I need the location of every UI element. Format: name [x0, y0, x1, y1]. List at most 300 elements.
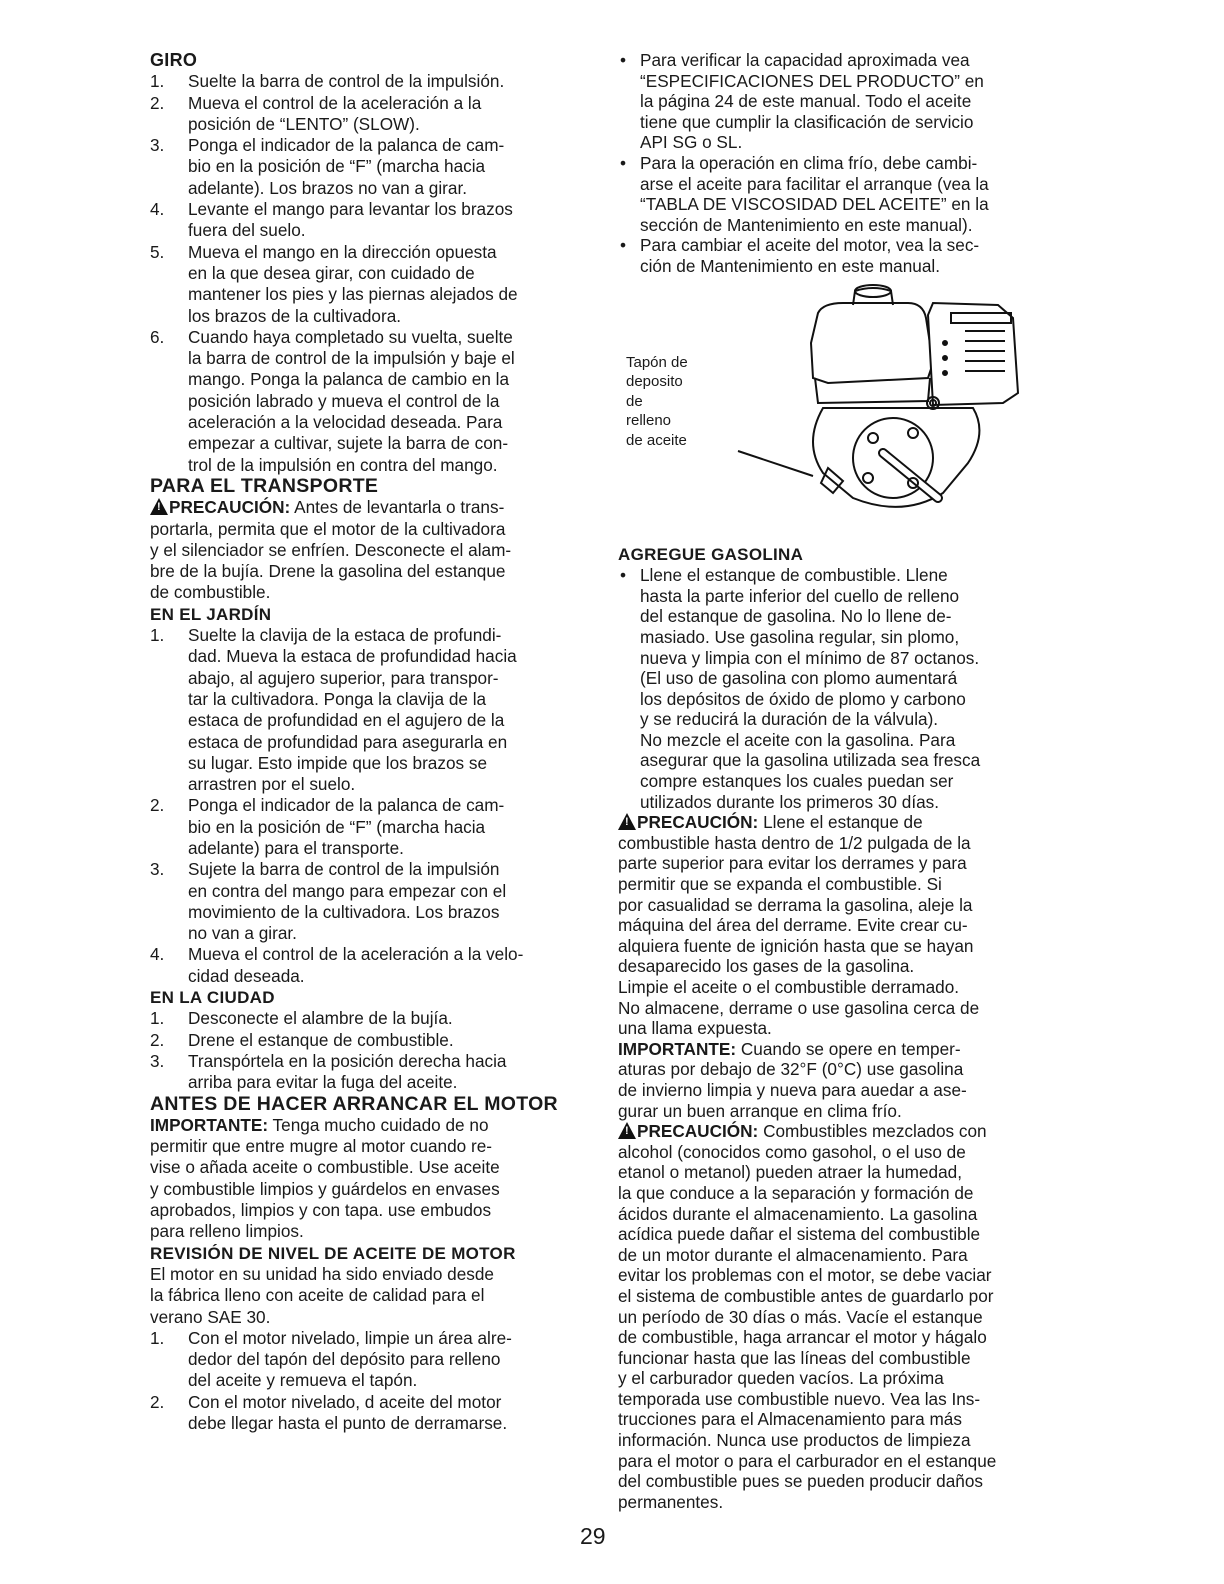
text-line [618, 1307, 1068, 1328]
oil-fill-cap-label [626, 353, 688, 451]
text-line [188, 369, 600, 390]
text-line [150, 1307, 600, 1328]
text-line [640, 256, 1068, 277]
line-text: Suelte la barra de control de la impulsión. [188, 71, 505, 92]
text-line [618, 936, 1068, 957]
text-line [618, 1348, 1068, 1369]
line-text: y el silenciador se enfríen. Desconecte el alam- [150, 539, 512, 560]
warning-triangle-icon [150, 498, 168, 515]
line-text: mantener los pies y las piernas alejados de [188, 284, 518, 305]
text-line [188, 817, 600, 838]
line-text: vise o añada aceite o combustible. Use aceite [150, 1157, 500, 1178]
line-text: etanol o metanol) pueden atraer la humedad, [618, 1162, 962, 1183]
text-line [618, 956, 1068, 977]
text-line [188, 710, 600, 731]
bullet-item [618, 50, 1068, 153]
text-line [188, 966, 600, 987]
text-line [618, 833, 1068, 854]
text-line [618, 1121, 1068, 1142]
line-text: Transpórtela en la posición derecha hacia [188, 1050, 507, 1071]
line-text: Para verificar la capacidad aproximada vea [640, 50, 970, 70]
text-line [640, 730, 1068, 751]
text-line [618, 1471, 1068, 1492]
text-line [150, 1157, 600, 1178]
numbered-item [150, 71, 600, 92]
text-line [188, 93, 600, 114]
text-line [150, 1136, 600, 1157]
line-text: su lugar. Esto impide que los brazos se [188, 752, 488, 773]
text-line [640, 71, 1068, 92]
text-line [150, 497, 600, 518]
line-text: El motor en su unidad ha sido enviado desde [150, 1263, 494, 1284]
line-text: Con el motor nivelado, d aceite del motor [188, 1391, 502, 1412]
line-text: permitir que entre mugre al motor cuando re- [150, 1136, 492, 1157]
paragraph [150, 497, 600, 603]
line-text: desaparecido los gases de la gasolina. [618, 956, 915, 977]
item-number: 4. [150, 944, 165, 965]
text-line [188, 263, 600, 284]
text-line [188, 412, 600, 433]
text-line [150, 1221, 600, 1242]
text-line [188, 433, 600, 454]
text-line [618, 1430, 1068, 1451]
text-line [188, 114, 600, 135]
line-text: el sistema de combustible antes de guardarlo por [618, 1285, 994, 1306]
line-text: del estanque de gasolina. No lo llene de- [640, 606, 952, 627]
line-text: “TABLA DE VISCOSIDAD DEL ACEITE” en la [640, 194, 989, 215]
numbered-item [150, 944, 600, 987]
text-line [188, 689, 600, 710]
section-heading: EN LA CIUDAD [150, 988, 275, 1008]
text-line [188, 348, 600, 369]
engine-figure [618, 283, 1068, 541]
line-text: estaca de profundidad en el agujero de la [188, 710, 505, 731]
numbered-item [150, 1392, 600, 1435]
line-text: alcohol (conocidos como gasohol, o el uso de [618, 1141, 966, 1162]
line-text: arriba para evitar la fuga del aceite. [188, 1072, 458, 1093]
line-text: trucciones para el Almacenamiento para más [618, 1409, 962, 1430]
text-line [188, 391, 600, 412]
text-line [188, 753, 600, 774]
line-text: adelante) para el transporte. [188, 837, 404, 858]
item-number: 3. [150, 135, 165, 156]
text-line [618, 998, 1068, 1019]
line-text: mango. Ponga la palanca de cambio en la [188, 369, 510, 390]
line-text: bio en la posición de “F” (marcha hacia [188, 816, 486, 837]
text-line [188, 220, 600, 241]
text-line [188, 327, 600, 348]
text-line [188, 199, 600, 220]
figure-label-line: relleno [626, 412, 672, 430]
line-text: masiado. Use gasolina regular, sin plomo, [640, 626, 960, 647]
numbered-item [150, 199, 600, 242]
line-text: Tenga mucho cuidado de no [272, 1114, 489, 1135]
paragraph [150, 1264, 600, 1328]
text-line [640, 771, 1068, 792]
line-text: máquina del área del derrame. Evite crear cu- [618, 915, 968, 936]
line-text: Ponga el indicador de la palanca de cam- [188, 795, 505, 816]
text-line [188, 859, 600, 880]
item-number: 3. [150, 1050, 165, 1071]
section-heading: ANTES DE HACER ARRANCAR EL MOTOR [150, 1092, 558, 1115]
line-text: bio en la posición de “F” (marcha hacia [188, 156, 486, 177]
lead-label: PRECAUCIÓN: [169, 497, 291, 518]
text-line [150, 1179, 600, 1200]
line-text: parte superior para evitar los derrames y para [618, 853, 967, 874]
line-text: evitar los problemas con el motor, se debe vaciar [618, 1265, 992, 1286]
engine-illustration-icon [733, 283, 1023, 541]
item-number: 1. [150, 625, 165, 646]
text-line [150, 1115, 600, 1136]
figure-label-line: Tapón de [626, 353, 688, 371]
line-text: del combustible pues se pueden producir daños [618, 1471, 983, 1492]
line-text: compre estanques los cuales puedan ser [640, 771, 954, 792]
left-column [150, 50, 600, 1434]
line-text: verano SAE 30. [150, 1306, 271, 1327]
numbered-item [150, 242, 600, 327]
figure-label-line: de [626, 392, 643, 410]
line-text: de combustible, haga arrancar el motor y hágalo [618, 1327, 987, 1348]
line-text: Para cambiar el aceite del motor, vea la sec- [640, 235, 980, 256]
text-line [150, 1285, 600, 1306]
text-line [640, 194, 1068, 215]
line-text: gurar un buen arranque en clima frío. [618, 1100, 902, 1121]
line-text: Ponga el indicador de la palanca de cam- [188, 135, 505, 156]
text-line [150, 519, 600, 540]
text-line [618, 1492, 1068, 1513]
text-line [188, 1413, 600, 1434]
line-text: Antes de levantarla o trans- [294, 497, 505, 518]
text-line [150, 1200, 600, 1221]
text-line [188, 1072, 600, 1093]
line-text: una llama expuesta. [618, 1018, 772, 1039]
text-line [640, 215, 1068, 236]
line-text: Mueva el control de la aceleración a la [188, 92, 482, 113]
text-line [150, 561, 600, 582]
text-line [150, 582, 600, 603]
bullet-item [618, 153, 1068, 235]
text-line [640, 50, 1068, 71]
lead-label: PRECAUCIÓN: [637, 1121, 759, 1142]
text-line [640, 91, 1068, 112]
numbered-item [150, 327, 600, 476]
item-number: 3. [150, 859, 165, 880]
item-number: 1. [150, 71, 165, 92]
numbered-item [150, 795, 600, 859]
line-text: Levante el mango para levantar los brazos [188, 199, 513, 220]
line-text: de combustible. [150, 582, 271, 603]
line-text: aceleración a la velocidad deseada. Para [188, 412, 503, 433]
text-line [618, 1039, 1068, 1060]
line-text: fuera del suelo. [188, 220, 306, 241]
figure-label-line: deposito [626, 373, 683, 391]
line-text: permitir que se expanda el combustible. Si [618, 874, 942, 895]
line-text: y combustible limpios y guárdelos en envases [150, 1178, 500, 1199]
line-text: temporada use combustible nuevo. Vea las Ins- [618, 1388, 981, 1409]
line-text: por casualidad se derrama la gasolina, aleje la [618, 894, 973, 915]
line-text: adelante). Los brazos no van a girar. [188, 177, 467, 198]
line-text: no van a girar. [188, 923, 297, 944]
line-text: ción de Mantenimiento en este manual. [640, 255, 941, 276]
line-text: “ESPECIFICACIONES DEL PRODUCTO” en [640, 70, 984, 91]
lead-label: IMPORTANTE: [150, 1114, 269, 1135]
paragraph [618, 812, 1068, 1039]
bullet-icon: • [620, 235, 627, 256]
line-text: cidad deseada. [188, 965, 305, 986]
text-line [618, 1245, 1068, 1266]
line-text: Drene el estanque de combustible. [188, 1029, 454, 1050]
numbered-item [150, 1051, 600, 1094]
line-text: dedor del tapón del depósito para relleno [188, 1349, 501, 1370]
line-text: Con el motor nivelado, limpie un área alre- [188, 1327, 512, 1348]
line-text: la que conduce a la separación y formación de [618, 1182, 974, 1203]
section-heading: GIRO [150, 50, 198, 70]
line-text: tiene que cumplir la clasificación de servicio [640, 111, 974, 132]
line-text: Cuando haya completado su vuelta, suelte [188, 326, 513, 347]
section-heading: PARA EL TRANSPORTE [150, 474, 379, 497]
section-heading: EN EL JARDÍN [150, 604, 272, 624]
text-line [640, 668, 1068, 689]
line-text: para relleno limpios. [150, 1221, 304, 1242]
line-text: arse el aceite para facilitar el arranque (vea la [640, 173, 989, 194]
text-line [618, 1018, 1068, 1039]
text-line [640, 627, 1068, 648]
line-text: Llene el estanque de [763, 812, 923, 833]
text-line [640, 606, 1068, 627]
line-text: Llene el estanque de combustible. Llene [640, 565, 948, 586]
text-line [188, 156, 600, 177]
line-text: nueva y limpia con el mínimo de 87 octanos. [640, 647, 980, 668]
text-line [618, 1080, 1068, 1101]
text-line [618, 1327, 1068, 1348]
text-line [150, 1264, 600, 1285]
item-number: 4. [150, 199, 165, 220]
bullet-icon: • [620, 152, 627, 173]
right-column [618, 50, 1068, 1512]
line-text: tar la cultivadora. Ponga la clavija de la [188, 688, 487, 709]
item-number: 2. [150, 92, 165, 113]
item-number: 2. [150, 1391, 165, 1412]
item-number: 1. [150, 1327, 165, 1348]
line-text: Suelte la clavija de la estaca de profundi- [188, 625, 502, 646]
text-line [188, 1008, 600, 1029]
section-heading: AGREGUE GASOLINA [618, 544, 804, 564]
item-number: 6. [150, 326, 165, 347]
line-text: bre de la bujía. Drene la gasolina del estanque [150, 561, 506, 582]
line-text: hasta la parte inferior del cuello de relleno [640, 585, 960, 606]
item-number: 1. [150, 1008, 165, 1029]
text-line [618, 1101, 1068, 1122]
text-line [640, 153, 1068, 174]
text-line [188, 1392, 600, 1413]
text-line [188, 1349, 600, 1370]
text-line [618, 1368, 1068, 1389]
line-text: movimiento de la cultivadora. Los brazos [188, 901, 500, 922]
numbered-item [150, 1328, 600, 1392]
text-line [640, 792, 1068, 813]
paragraph [618, 1039, 1068, 1121]
text-line [188, 795, 600, 816]
text-line [188, 774, 600, 795]
line-text: y se reducirá la duración de la válvula). [640, 709, 939, 730]
warning-triangle-icon [618, 813, 636, 830]
text-line [618, 1409, 1068, 1430]
line-text: empezar a cultivar, sujete la barra de con- [188, 433, 509, 454]
text-line [188, 902, 600, 923]
warning-triangle-icon [618, 1122, 636, 1139]
line-text: dad. Mueva la estaca de profundidad hacia [188, 646, 517, 667]
text-line [618, 1224, 1068, 1245]
text-line [188, 71, 600, 92]
line-text: No almacene, derrame o use gasolina cerca de [618, 997, 980, 1018]
text-line [188, 1030, 600, 1051]
text-line [640, 709, 1068, 730]
text-line [188, 1051, 600, 1072]
text-line [188, 1370, 600, 1391]
line-text: en contra del mango para empezar con el [188, 880, 507, 901]
line-text: permanentes. [618, 1491, 724, 1512]
line-text: debe llegar hasta el punto de derramarse. [188, 1413, 508, 1433]
text-line [188, 306, 600, 327]
text-line [188, 646, 600, 667]
text-line [618, 853, 1068, 874]
line-text: del aceite y remueva el tapón. [188, 1370, 418, 1391]
line-text: Combustibles mezclados con [763, 1121, 987, 1142]
paragraph [618, 1121, 1068, 1512]
line-text: los brazos de la cultivadora. [188, 305, 402, 326]
line-text: en la que desea girar, con cuidado de [188, 262, 475, 283]
text-line [618, 1389, 1068, 1410]
line-text: estaca de profundidad para asegurarla en [188, 731, 508, 752]
text-line [640, 648, 1068, 669]
line-text: utilizados durante los primeros 30 días. [640, 791, 940, 812]
text-line [618, 1451, 1068, 1472]
line-text: la fábrica lleno con aceite de calidad para el [150, 1285, 485, 1306]
text-line [640, 750, 1068, 771]
text-line [618, 977, 1068, 998]
line-text: aprobados, limpios y con tapa. use embudos [150, 1200, 492, 1221]
line-text: y el carburador queden vacíos. La próxima [618, 1368, 944, 1389]
text-line [618, 1059, 1068, 1080]
line-text: Sujete la barra de control de la impulsión [188, 859, 500, 880]
item-number: 5. [150, 241, 165, 262]
text-line [188, 242, 600, 263]
line-text: No mezcle el aceite con la gasolina. Para [640, 729, 956, 750]
section-heading: REVISIÓN DE NIVEL DE ACEITE DE MOTOR [150, 1243, 516, 1263]
line-text: de invierno limpia y nueva para auedar a ase- [618, 1079, 967, 1100]
numbered-item [150, 93, 600, 136]
text-line [188, 455, 600, 476]
text-line [640, 112, 1068, 133]
text-line [640, 565, 1068, 586]
line-text: la página 24 de este manual. Todo el aceite [640, 91, 972, 112]
line-text: API SG o SL. [640, 132, 743, 153]
text-line [188, 1328, 600, 1349]
text-line [188, 944, 600, 965]
text-line [618, 812, 1068, 833]
line-text: Mueva el control de la aceleración a la velo- [188, 944, 524, 965]
text-line [188, 625, 600, 646]
line-text: acídica puede dañar el sistema del combustible [618, 1224, 981, 1245]
text-line [640, 174, 1068, 195]
bullet-item [618, 565, 1068, 812]
text-line [640, 689, 1068, 710]
figure-label-line: de aceite [626, 431, 687, 449]
lead-label: IMPORTANTE: [618, 1038, 737, 1059]
text-line [640, 586, 1068, 607]
text-line [188, 135, 600, 156]
numbered-item [150, 135, 600, 199]
item-number: 2. [150, 1029, 165, 1050]
text-line [618, 1286, 1068, 1307]
line-text: combustible hasta dentro de 1/2 pulgada de la [618, 832, 971, 853]
line-text: abajo, al agujero superior, para transpor- [188, 667, 499, 688]
line-text: trol de la impulsión en contra del mango. [188, 454, 498, 475]
line-text: arrastren por el suelo. [188, 774, 356, 795]
item-number: 2. [150, 795, 165, 816]
line-text: Mueva el mango en la dirección opuesta [188, 241, 497, 262]
text-line [618, 1183, 1068, 1204]
line-text: funcionar hasta que las líneas del combustible [618, 1347, 971, 1368]
bullet-item [618, 235, 1068, 276]
text-line [640, 235, 1068, 256]
line-text: posición labrado y mueva el control de la [188, 390, 500, 411]
numbered-item [150, 859, 600, 944]
numbered-item [150, 1008, 600, 1029]
bullet-icon: • [620, 565, 627, 586]
line-text: la barra de control de la impulsión y baje el [188, 348, 515, 369]
text-line [618, 874, 1068, 895]
text-line [150, 540, 600, 561]
line-text: los depósitos de óxido de plomo y carbono [640, 688, 966, 709]
line-text: Limpie el aceite o el combustible derramado. [618, 977, 960, 997]
line-text: para el motor o para el carburador en el estanque [618, 1450, 997, 1471]
text-line [618, 1162, 1068, 1183]
line-text: sección de Mantenimiento en este manual). [640, 214, 973, 235]
text-line [188, 838, 600, 859]
numbered-item [150, 625, 600, 795]
text-line [618, 895, 1068, 916]
text-line [188, 732, 600, 753]
text-line [188, 178, 600, 199]
text-line [618, 1142, 1068, 1163]
text-line [618, 1265, 1068, 1286]
line-text: información. Nunca use productos de limpieza [618, 1430, 971, 1451]
line-text: un período de 30 días o más. Vacíe el estanque [618, 1306, 983, 1327]
line-text: asegurar que la gasolina utilizada sea fresca [640, 750, 981, 771]
line-text: Cuando se opere en temper- [740, 1038, 961, 1059]
text-line [188, 284, 600, 305]
line-text: ácidos durante el almacenamiento. La gasolina [618, 1203, 978, 1224]
line-text: aturas por debajo de 32°F (0°C) use gasolina [618, 1059, 964, 1080]
numbered-item [150, 1030, 600, 1051]
line-text: Para la operación en clima frío, debe cambi- [640, 152, 978, 173]
line-text: portarla, permita que el motor de la cultivadora [150, 518, 506, 539]
page-number: 29 [580, 1523, 606, 1549]
text-line [640, 132, 1068, 153]
text-line [188, 881, 600, 902]
text-line [188, 668, 600, 689]
text-line [188, 923, 600, 944]
lead-label: PRECAUCIÓN: [637, 812, 759, 833]
line-text: alquiera fuente de ignición hasta que se hayan [618, 935, 974, 956]
line-text: de un motor durante el almacenamiento. Para [618, 1244, 968, 1265]
text-line [618, 915, 1068, 936]
line-text: (El uso de gasolina con plomo aumentará [640, 668, 958, 689]
paragraph [150, 1115, 600, 1243]
text-line [618, 1204, 1068, 1225]
line-text: posición de “LENTO” (SLOW). [188, 113, 420, 134]
